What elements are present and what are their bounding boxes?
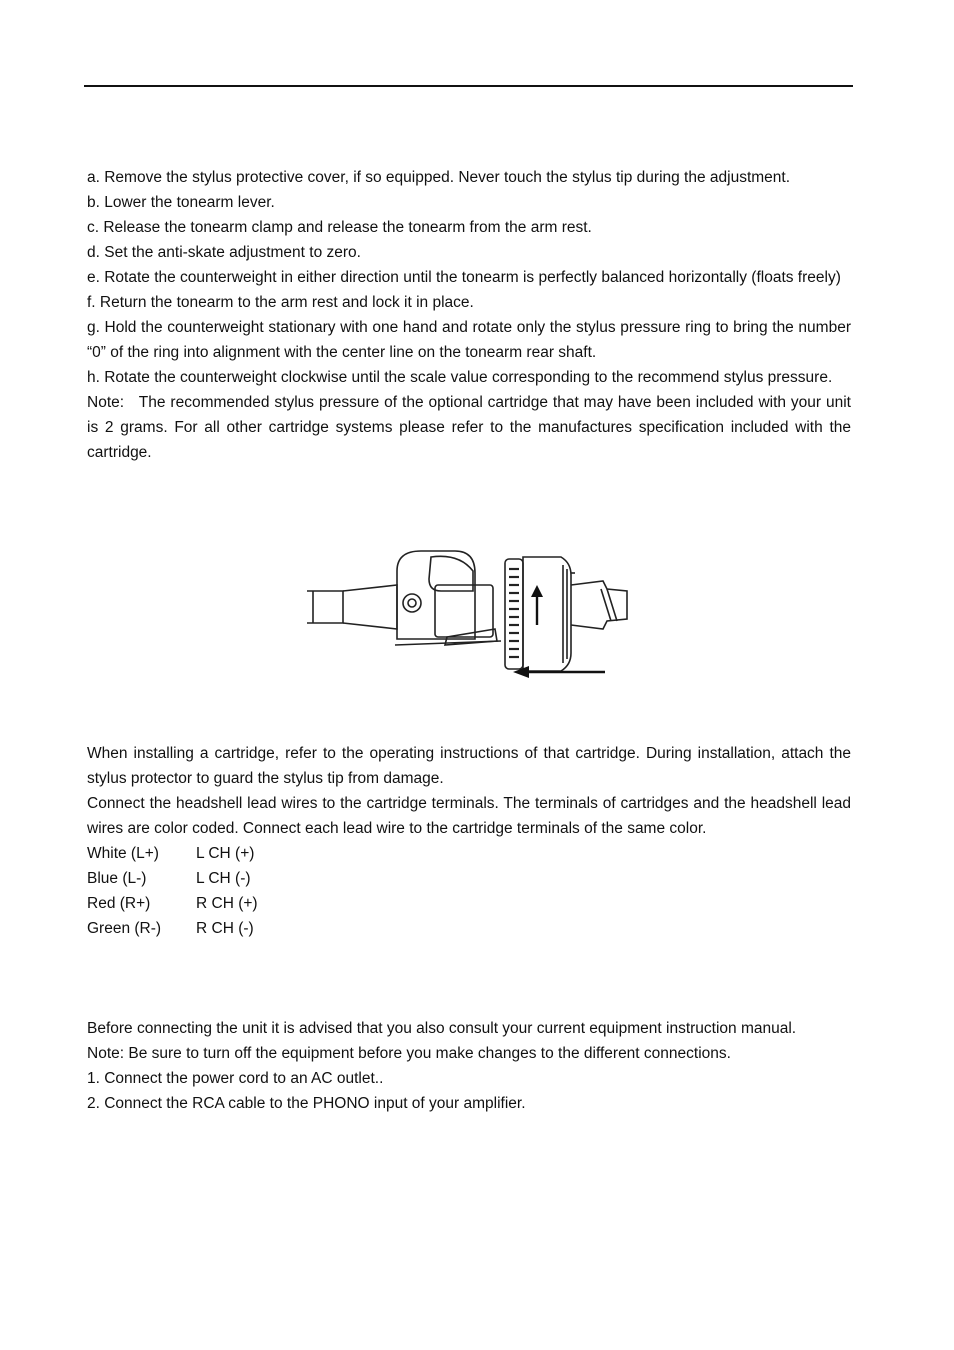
cartridge-installation (87, 741, 851, 941)
wire-row (87, 841, 851, 866)
step-e: e. Rotate the counterweight in either direction until the tonearm is perfectly balanced horizontally (floats freely) (87, 269, 841, 286)
wire-row (87, 866, 851, 891)
wire-color: White (L+) (87, 845, 159, 862)
step-g: g. Hold the counterweight stationary with one hand and rotate only the stylus pressure ring to bring the number “0” of the ring into alignment with the center line on the tonearm rear shaft. (87, 319, 851, 361)
step-f: f. Return the tonearm to the arm rest and lock it in place. (87, 294, 474, 311)
step-1-power: 1. Connect the power cord to an AC outlet.. (87, 1070, 384, 1087)
step-b: b. Lower the tonearm lever. (87, 194, 275, 211)
power-off-note: Note: Be sure to turn off the equipment before you make changes to the different connections. (87, 1045, 731, 1062)
step-a: a. Remove the stylus protective cover, if so equipped. Never touch the stylus tip during the adjustment. (87, 169, 791, 186)
balance-instructions (87, 165, 851, 465)
counterweight-diagram (285, 545, 653, 682)
install-paragraph: When installing a cartridge, refer to the operating instructions of that cartridge. During installation, attach the stylus protector to guard the stylus tip from damage. (87, 745, 851, 787)
wire-channel: R CH (-) (196, 920, 254, 937)
wire-channel: R CH (+) (196, 895, 258, 912)
consult-manual-text: Before connecting the unit it is advised that you also consult your current equipment instruction manual. (87, 1020, 797, 1037)
wire-row (87, 916, 851, 941)
stylus-pressure-note: Note: The recommended stylus pressure of the optional cartridge that may have been included with your unit is 2 grams. For all other cartridge systems please refer to the manufactures specification included with the cartridge. (87, 394, 851, 461)
wire-channel: L CH (+) (196, 845, 255, 862)
lead-wires-paragraph: Connect the headshell lead wires to the cartridge terminals. The terminals of cartridges and the headshell lead wires are color coded. Connect each lead wire to the cartridge terminals of the same color. (87, 795, 851, 837)
connection-instructions (87, 1016, 851, 1116)
wire-color: Blue (L-) (87, 870, 147, 887)
wire-color-table (87, 841, 851, 941)
wire-channel: L CH (-) (196, 870, 251, 887)
step-c: c. Release the tonearm clamp and release the tonearm from the arm rest. (87, 219, 592, 236)
wire-row (87, 891, 851, 916)
step-2-rca: 2. Connect the RCA cable to the PHONO input of your amplifier. (87, 1095, 526, 1112)
header-rule (84, 85, 853, 87)
wire-color: Red (R+) (87, 895, 151, 912)
step-d: d. Set the anti-skate adjustment to zero. (87, 244, 361, 261)
step-h: h. Rotate the counterweight clockwise until the scale value corresponding to the recommend stylus pressure. (87, 369, 833, 386)
wire-color: Green (R-) (87, 920, 162, 937)
